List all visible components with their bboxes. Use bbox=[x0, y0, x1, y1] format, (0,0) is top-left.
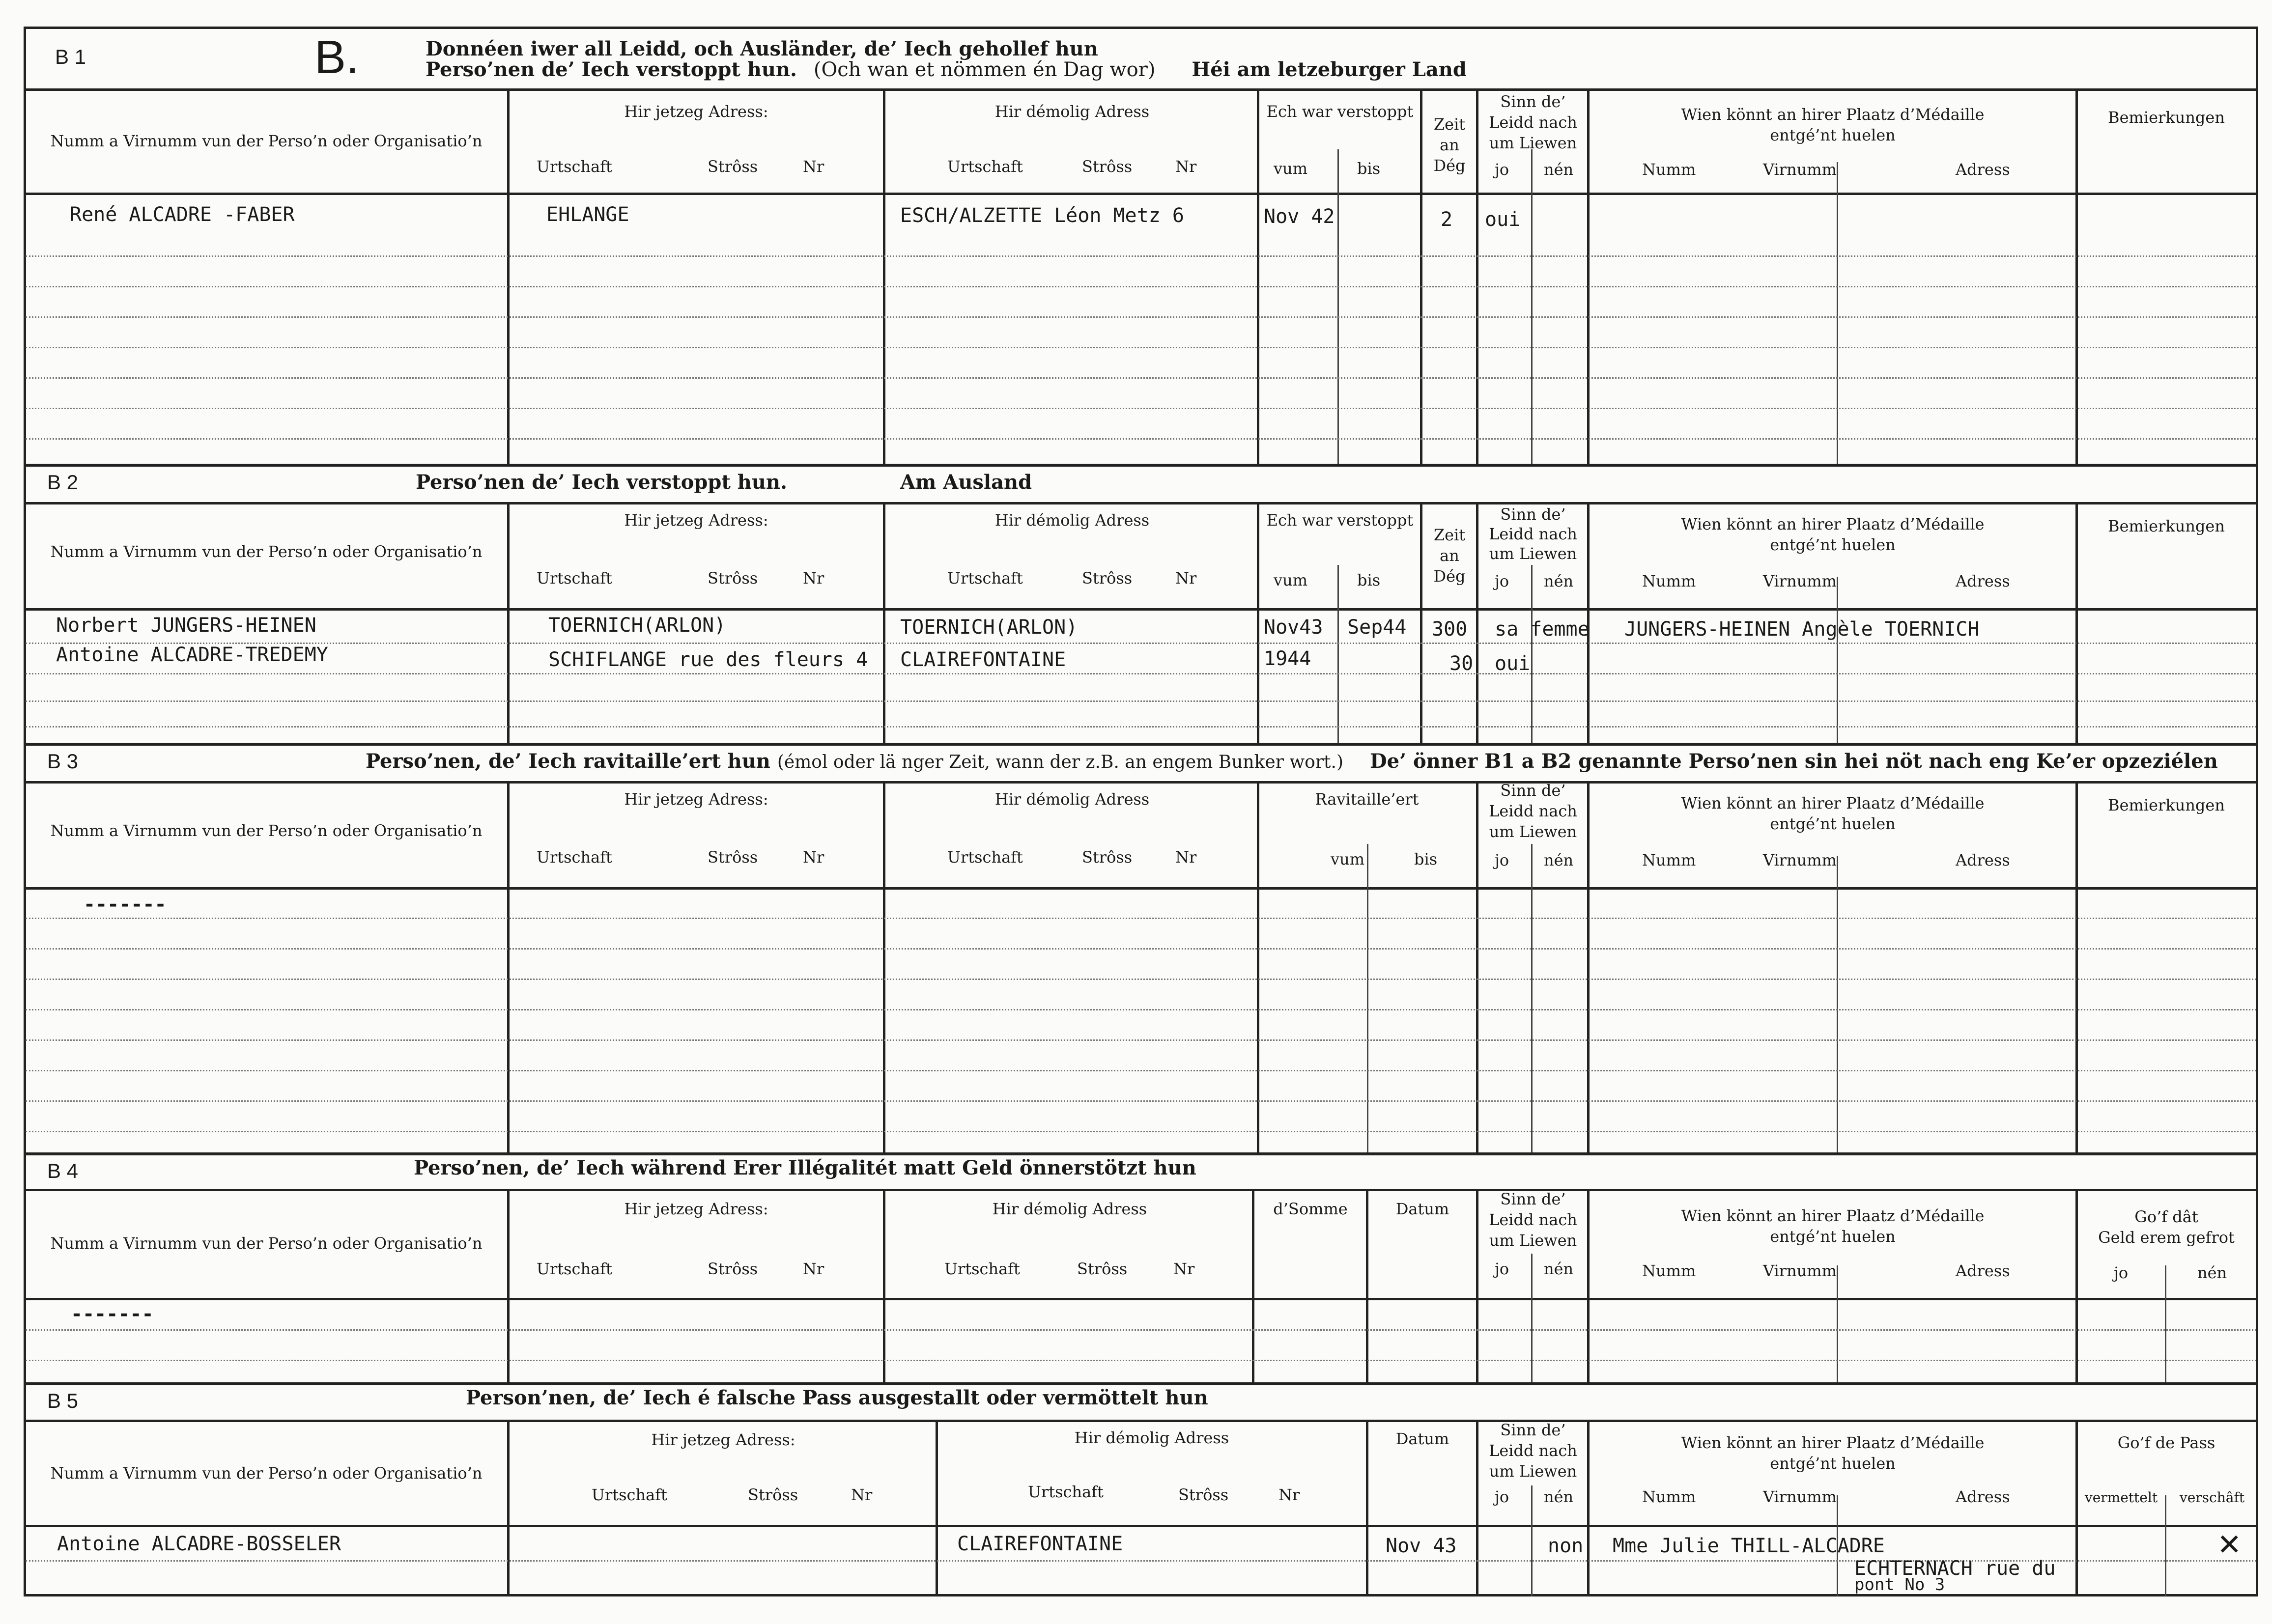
entry-line bbox=[26, 726, 2256, 728]
col-header-jo: jo bbox=[1495, 1487, 1509, 1506]
entry-line bbox=[26, 1131, 2256, 1132]
col-header-sinn: um Liewen bbox=[1489, 134, 1577, 152]
entry-from: 1944 bbox=[1264, 647, 1311, 670]
section-b5 bbox=[26, 1382, 2256, 1596]
col-header-gof: Go’f dât bbox=[2134, 1207, 2198, 1226]
entry-to: Sep44 bbox=[1347, 616, 1407, 639]
entry-line bbox=[26, 1039, 2256, 1041]
col-header-urtschaft: Urtschaft bbox=[537, 1260, 612, 1278]
col-header-nr: Nr bbox=[851, 1485, 873, 1504]
title-part: (émol oder lä nger Zeit, wann der z.B. an engem Bunker wort.) bbox=[777, 752, 1344, 772]
col-header-adress: Adress bbox=[1956, 851, 2010, 869]
entry-alive-yes: sa femme bbox=[1495, 618, 1590, 641]
col-subdivider bbox=[1337, 149, 1339, 464]
section-rule bbox=[26, 1152, 2256, 1155]
col-header-virnumm: Virnumm bbox=[1763, 160, 1837, 179]
rule bbox=[26, 1420, 2256, 1422]
col-header-prev-addr: Hir démolig Adress bbox=[994, 790, 1150, 809]
col-header-name: Numm a Virnumm vun der Perso’n oder Organisatio’n bbox=[50, 132, 483, 150]
col-header-deg: Dég bbox=[1433, 156, 1466, 175]
section-label: B 1 bbox=[55, 45, 86, 68]
col-header-prev-addr: Hir démolig Adress bbox=[992, 1200, 1147, 1218]
entry-line bbox=[26, 918, 2256, 919]
rule bbox=[26, 193, 2256, 195]
col-header-gof: Geld erem gefrot bbox=[2098, 1228, 2235, 1247]
entry-days: 300 bbox=[1432, 618, 1468, 641]
col-header-pass: Go’f de Pass bbox=[2117, 1433, 2215, 1452]
section-b4 bbox=[26, 1152, 2256, 1382]
entry-line bbox=[26, 1070, 2256, 1071]
entry-line bbox=[26, 286, 2256, 287]
col-header-medal: entgé’nt huelen bbox=[1770, 814, 1896, 833]
entry-line bbox=[26, 979, 2256, 980]
col-header-jo: jo bbox=[1495, 851, 1509, 869]
col-header-an: an bbox=[1440, 136, 1459, 154]
entry-days: 30 bbox=[1449, 652, 1474, 675]
col-header-virnumm: Virnumm bbox=[1763, 1487, 1837, 1506]
col-header-bis: bis bbox=[1357, 571, 1381, 589]
section-letter: B. bbox=[314, 31, 359, 84]
entry-prev-addr: TOERNICH(ARLON) bbox=[900, 616, 1078, 639]
title-part: Perso’nen, de’ Iech ravitaille’ert hun bbox=[366, 750, 770, 773]
entry-line bbox=[26, 316, 2256, 318]
col-header-stross: Strôss bbox=[1082, 848, 1133, 867]
col-subdivider bbox=[1837, 577, 1838, 743]
col-header-nr: Nr bbox=[803, 848, 824, 867]
col-header-nr: Nr bbox=[1175, 157, 1197, 176]
entry-name: Antoine ALCADRE-BOSSELER bbox=[57, 1533, 341, 1555]
col-header-vum: vum bbox=[1331, 850, 1365, 868]
entry-line bbox=[26, 643, 2256, 644]
col-header-jo: jo bbox=[1495, 1260, 1509, 1278]
col-header-prev-addr: Hir démolig Adress bbox=[994, 102, 1150, 121]
col-header-jo: jo bbox=[1495, 572, 1509, 590]
col-header-name: Numm a Virnumm vun der Perso’n oder Organisatio’n bbox=[50, 542, 483, 561]
col-header-jo: jo bbox=[1495, 160, 1509, 179]
col-header-sinn: um Liewen bbox=[1489, 822, 1577, 841]
col-header-nen: nén bbox=[1544, 160, 1574, 179]
section-title: Person’nen, de’ Iech é falsche Pass ausgestallt oder vermöttelt hun bbox=[466, 1386, 1208, 1409]
col-header-datum: Datum bbox=[1395, 1200, 1449, 1218]
col-header-curr-addr: Hir jetzeg Adress: bbox=[624, 102, 768, 121]
section-rule bbox=[26, 1382, 2256, 1385]
col-header-medal: entgé’nt huelen bbox=[1770, 126, 1896, 144]
col-header-name: Numm a Virnumm vun der Perso’n oder Organisatio’n bbox=[50, 1234, 483, 1253]
col-header-zeit: Zeit bbox=[1433, 526, 1466, 544]
col-header-hidden: Ech war verstoppt bbox=[1266, 102, 1414, 121]
entry-line bbox=[26, 438, 2256, 440]
col-header-stross: Strôss bbox=[708, 569, 758, 588]
col-header-jo: jo bbox=[2114, 1263, 2129, 1282]
title-part: De’ önner B1 a B2 genannte Perso’nen sin hei nöt nach eng Ke’er opzeziélen bbox=[1369, 750, 2218, 773]
col-header-bis: bis bbox=[1414, 850, 1438, 868]
col-header-virnumm: Virnumm bbox=[1763, 572, 1837, 590]
col-header-an: an bbox=[1440, 546, 1459, 565]
section-subtitle bbox=[426, 58, 1467, 81]
col-header-adress: Adress bbox=[1956, 1261, 2010, 1280]
entry-from: Nov 42 bbox=[1264, 205, 1335, 228]
entry-medal-address: pont No 3 bbox=[1854, 1575, 1945, 1595]
entry-alive-yes: oui bbox=[1495, 652, 1531, 675]
entry-line bbox=[26, 673, 2256, 674]
entry-name: Antoine ALCADRE-TREDEMY bbox=[56, 644, 328, 666]
col-header-sinn: Leidd nach bbox=[1489, 113, 1577, 132]
col-header-nen: nén bbox=[1544, 1260, 1574, 1278]
rule bbox=[26, 608, 2256, 611]
col-header-sinn: Sinn de’ bbox=[1500, 1421, 1566, 1439]
col-header-curr-addr: Hir jetzeg Adress: bbox=[624, 790, 768, 809]
section-title bbox=[366, 750, 2218, 773]
entry-alive-no: non bbox=[1548, 1535, 1584, 1557]
entry-curr-addr: EHLANGE bbox=[546, 203, 629, 226]
entry-line bbox=[26, 347, 2256, 348]
col-header-sinn: Leidd nach bbox=[1489, 525, 1577, 543]
col-header-nr: Nr bbox=[803, 1260, 824, 1278]
section-b3 bbox=[26, 743, 2256, 1152]
col-header-adress: Adress bbox=[1956, 1487, 2010, 1506]
col-header-urtschaft: Urtschaft bbox=[592, 1485, 667, 1504]
subtitle-part: (Och wan et nömmen én Dag wor) bbox=[813, 58, 1156, 81]
col-header-sinn: um Liewen bbox=[1489, 544, 1577, 563]
col-header-urtschaft: Urtschaft bbox=[537, 157, 612, 176]
col-header-stross: Strôss bbox=[1082, 157, 1133, 176]
entry-curr-addr: TOERNICH(ARLON) bbox=[548, 614, 726, 637]
col-divider bbox=[1257, 781, 1259, 1152]
entry-from: Nov43 bbox=[1264, 616, 1323, 639]
entry-prev-addr: CLAIREFONTAINE bbox=[900, 648, 1066, 671]
col-header-nen: nén bbox=[1544, 572, 1574, 590]
rule bbox=[26, 502, 2256, 504]
col-subdivider bbox=[1531, 149, 1533, 464]
entry-medal-address: ECHTERNACH rue du bbox=[1854, 1557, 2056, 1580]
col-header-numm: Numm bbox=[1642, 572, 1696, 590]
entry-name: Norbert JUNGERS-HEINEN bbox=[56, 614, 316, 637]
entry-line bbox=[26, 1009, 2256, 1010]
col-subdivider bbox=[2165, 1495, 2166, 1596]
col-header-vum: vum bbox=[1274, 159, 1308, 178]
entry-line bbox=[26, 1360, 2256, 1361]
col-header-sinn: um Liewen bbox=[1489, 1462, 1577, 1481]
entry-line bbox=[26, 1100, 2256, 1102]
col-header-curr-addr: Hir jetzeg Adress: bbox=[651, 1430, 795, 1449]
section-label: B 5 bbox=[47, 1389, 79, 1412]
col-header-deg: Dég bbox=[1433, 567, 1466, 586]
entry-medal-name: Mme Julie THILL-ALCADRE bbox=[1613, 1535, 1885, 1557]
entry-prev-addr: CLAIREFONTAINE bbox=[957, 1533, 1123, 1555]
col-header-medal: Wien könnt an hirer Plaatz d’Médaille bbox=[1681, 1433, 1985, 1452]
col-header-curr-addr: Hir jetzeg Adress: bbox=[624, 511, 768, 530]
col-header-ravit: Ravitaille’ert bbox=[1315, 790, 1419, 809]
col-subdivider bbox=[1337, 565, 1339, 743]
entry-line bbox=[26, 255, 2256, 257]
col-subdivider bbox=[1837, 162, 1838, 464]
section-rule bbox=[26, 743, 2256, 746]
col-divider bbox=[507, 781, 510, 1152]
rule bbox=[26, 887, 2256, 890]
entry-line bbox=[26, 700, 2256, 702]
rule bbox=[26, 1298, 2256, 1300]
col-divider bbox=[1257, 502, 1259, 743]
rule bbox=[26, 88, 2256, 91]
col-header-medal: Wien könnt an hirer Plaatz d’Médaille bbox=[1681, 515, 1985, 533]
col-header-nr: Nr bbox=[1278, 1485, 1300, 1504]
entry-curr-addr: SCHIFLANGE rue des fleurs 4 bbox=[548, 648, 868, 671]
entry-name: René ALCADRE -FABER bbox=[70, 203, 295, 226]
col-header-bemerk: Bemierkungen bbox=[2108, 108, 2225, 127]
section-label: B 4 bbox=[47, 1159, 79, 1182]
col-header-sinn: Leidd nach bbox=[1489, 802, 1577, 820]
col-header-stross: Strôss bbox=[748, 1485, 798, 1504]
col-header-urtschaft: Urtschaft bbox=[944, 1260, 1020, 1278]
col-header-name: Numm a Virnumm vun der Perso’n oder Organisatio’n bbox=[50, 1464, 483, 1483]
col-header-somme: d’Somme bbox=[1273, 1200, 1348, 1218]
rule bbox=[26, 1525, 2256, 1527]
col-header-medal: Wien könnt an hirer Plaatz d’Médaille bbox=[1681, 105, 1985, 124]
col-header-sinn: Leidd nach bbox=[1489, 1210, 1577, 1229]
entry-name: ------- bbox=[84, 893, 167, 916]
col-header-numm: Numm bbox=[1642, 1261, 1696, 1280]
col-subdivider bbox=[1531, 565, 1533, 743]
entry-line bbox=[26, 948, 2256, 950]
subtitle-part: Héi am letzeburger Land bbox=[1192, 58, 1467, 81]
col-header-bemerk: Bemierkungen bbox=[2108, 796, 2225, 814]
col-header-urtschaft: Urtschaft bbox=[947, 569, 1023, 588]
col-header-verschaft: verschâft bbox=[2179, 1489, 2245, 1506]
col-header-nen: nén bbox=[2197, 1263, 2227, 1282]
col-header-numm: Numm bbox=[1642, 160, 1696, 179]
subtitle-part: Perso’nen de’ Iech verstoppt hun. bbox=[426, 58, 797, 81]
entry-name: ------- bbox=[71, 1303, 154, 1325]
col-header-virnumm: Virnumm bbox=[1763, 851, 1837, 869]
section-title: Perso’nen, de’ Iech während Erer Illégalitét matt Geld önnerstötzt hun bbox=[414, 1156, 1196, 1179]
section-b1 bbox=[26, 27, 2256, 464]
rule bbox=[26, 1189, 2256, 1191]
entry-days: 2 bbox=[1441, 208, 1453, 231]
checkmark-x-icon: ✕ bbox=[2217, 1528, 2242, 1562]
col-header-nr: Nr bbox=[1175, 569, 1197, 588]
col-header-sinn: um Liewen bbox=[1489, 1231, 1577, 1250]
col-header-sinn: Leidd nach bbox=[1489, 1441, 1577, 1460]
col-header-urtschaft: Urtschaft bbox=[1028, 1483, 1104, 1501]
col-header-urtschaft: Urtschaft bbox=[537, 569, 612, 588]
col-header-nen: nén bbox=[1544, 1487, 1574, 1506]
entry-line bbox=[26, 408, 2256, 409]
col-header-adress: Adress bbox=[1956, 160, 2010, 179]
col-header-nr: Nr bbox=[1173, 1260, 1195, 1278]
col-divider bbox=[883, 502, 885, 743]
section-b2 bbox=[26, 464, 2256, 743]
col-header-stross: Strôss bbox=[708, 1260, 758, 1278]
col-header-prev-addr: Hir démolig Adress bbox=[1074, 1428, 1229, 1447]
entry-prev-addr: ESCH/ALZETTE Léon Metz 6 bbox=[900, 204, 1184, 227]
section-title: Perso’nen de’ Iech verstoppt hun. bbox=[416, 471, 787, 494]
col-header-nr: Nr bbox=[803, 569, 824, 588]
col-header-numm: Numm bbox=[1642, 1487, 1696, 1506]
col-header-curr-addr: Hir jetzeg Adress: bbox=[624, 1200, 768, 1218]
col-divider bbox=[2075, 781, 2078, 1152]
col-header-urtschaft: Urtschaft bbox=[947, 157, 1023, 176]
col-header-medal: Wien könnt an hirer Plaatz d’Médaille bbox=[1681, 1206, 1985, 1225]
col-subdivider bbox=[1531, 1254, 1533, 1382]
col-header-sinn: Sinn de’ bbox=[1500, 92, 1566, 111]
col-divider bbox=[883, 781, 885, 1152]
section-label: B 3 bbox=[47, 750, 79, 773]
col-header-medal: entgé’nt huelen bbox=[1770, 1227, 1896, 1246]
col-header-stross: Strôss bbox=[1178, 1485, 1229, 1504]
col-header-sinn: Sinn de’ bbox=[1500, 781, 1566, 800]
col-header-hidden: Ech war verstoppt bbox=[1266, 511, 1414, 530]
col-subdivider bbox=[1367, 844, 1368, 1152]
col-header-urtschaft: Urtschaft bbox=[537, 848, 612, 867]
entry-alive-yes: oui bbox=[1485, 208, 1521, 231]
col-header-prev-addr: Hir démolig Adress bbox=[994, 511, 1150, 530]
col-header-stross: Strôss bbox=[708, 157, 758, 176]
col-header-stross: Strôss bbox=[1077, 1260, 1128, 1278]
col-header-stross: Strôss bbox=[1082, 569, 1133, 588]
col-header-numm: Numm bbox=[1642, 851, 1696, 869]
col-subdivider bbox=[2165, 1265, 2166, 1382]
col-header-medal: entgé’nt huelen bbox=[1770, 535, 1896, 554]
entry-line bbox=[26, 1329, 2256, 1331]
col-header-datum: Datum bbox=[1395, 1429, 1449, 1448]
section-title-2: Am Ausland bbox=[900, 471, 1032, 494]
col-subdivider bbox=[1531, 844, 1533, 1152]
col-header-zeit: Zeit bbox=[1433, 115, 1466, 134]
col-header-vermettelt: vermettelt bbox=[2084, 1489, 2158, 1506]
rule bbox=[26, 781, 2256, 784]
col-header-stross: Strôss bbox=[708, 848, 758, 867]
col-divider bbox=[507, 502, 510, 743]
col-header-virnumm: Virnumm bbox=[1763, 1261, 1837, 1280]
entry-line bbox=[26, 377, 2256, 379]
col-subdivider bbox=[1837, 856, 1838, 1152]
col-header-nen: nén bbox=[1544, 851, 1574, 869]
col-header-nr: Nr bbox=[803, 157, 824, 176]
col-header-adress: Adress bbox=[1956, 572, 2010, 590]
col-header-sinn: Sinn de’ bbox=[1500, 1190, 1566, 1208]
entry-date: Nov 43 bbox=[1386, 1535, 1457, 1557]
col-header-nr: Nr bbox=[1175, 848, 1197, 867]
col-header-sinn: Sinn de’ bbox=[1500, 505, 1566, 524]
col-header-bis: bis bbox=[1357, 159, 1381, 178]
section-rule bbox=[26, 464, 2256, 467]
col-header-name: Numm a Virnumm vun der Perso’n oder Organisatio’n bbox=[50, 821, 483, 840]
col-header-vum: vum bbox=[1274, 571, 1308, 589]
col-header-medal: entgé’nt huelen bbox=[1770, 1454, 1896, 1473]
entry-medal-name: JUNGERS-HEINEN Angèle TOERNICH bbox=[1624, 618, 1980, 641]
col-header-medal: Wien könnt an hirer Plaatz d’Médaille bbox=[1681, 794, 1985, 812]
col-header-bemerk: Bemierkungen bbox=[2108, 517, 2225, 535]
col-subdivider bbox=[1531, 1485, 1533, 1596]
col-header-urtschaft: Urtschaft bbox=[947, 848, 1023, 867]
section-title: Donnéen iwer all Leidd, och Ausländer, de’ Iech gehollef hun bbox=[426, 37, 1098, 60]
section-label: B 2 bbox=[47, 471, 79, 494]
col-subdivider bbox=[1837, 1265, 1838, 1382]
